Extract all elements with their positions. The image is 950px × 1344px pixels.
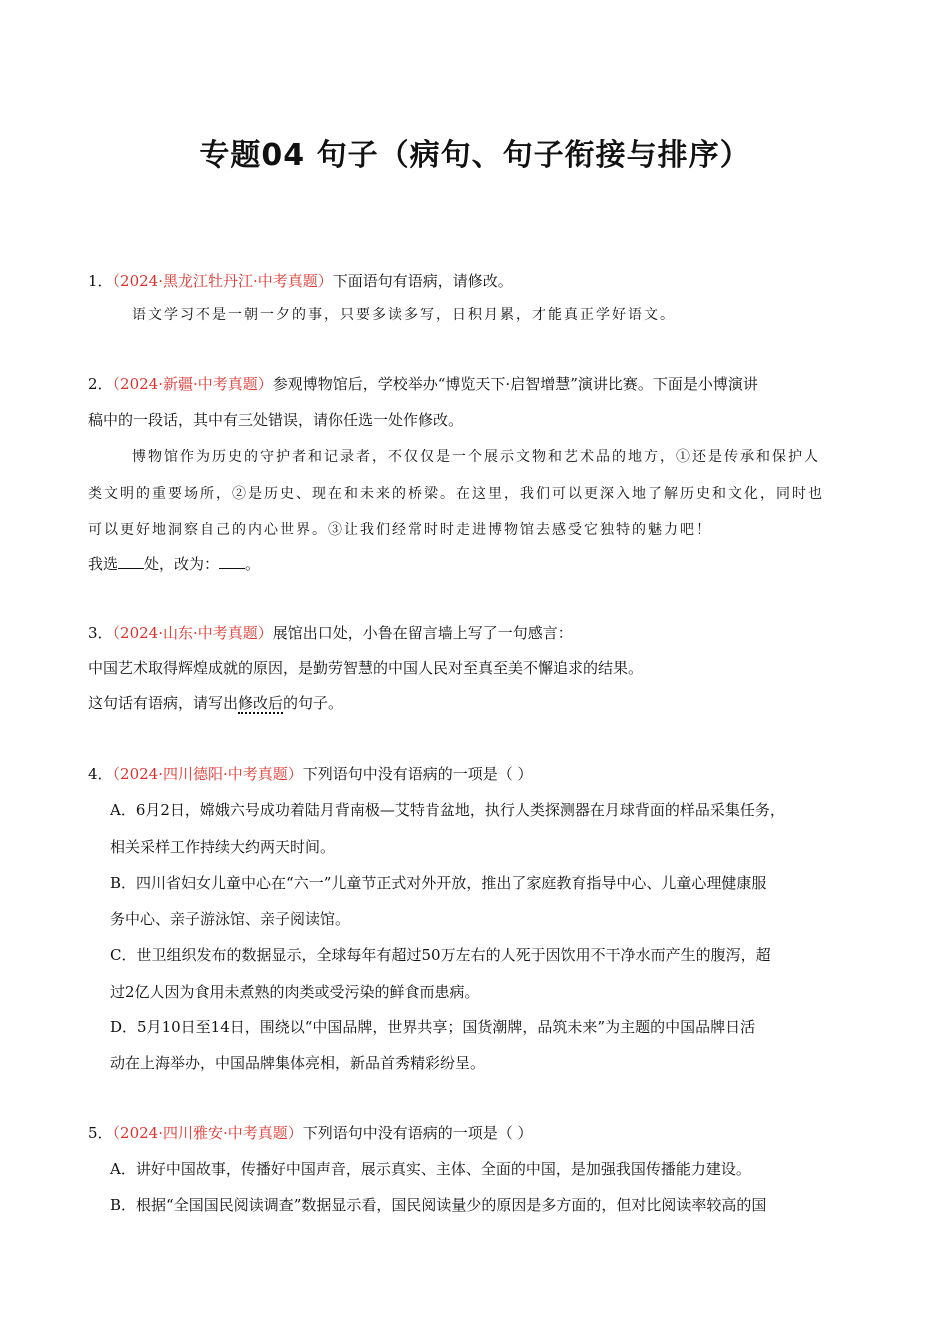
question-number: 5．	[88, 1124, 113, 1142]
question-source: （2024·新疆·中考真题）	[112, 375, 273, 393]
question-number: 2．	[88, 375, 113, 393]
option-b-line1: B．四川省妇女儿童中心在“六一”儿童节正式对外开放，推出了家庭教育指导中心、儿童心理健康服	[110, 874, 767, 892]
question-3-header	[88, 622, 573, 643]
question-prompt: 展馆出口处，小鲁在留言墙上写了一句感言：	[272, 624, 573, 642]
ask-text: 这句话有语病，请写出	[88, 694, 239, 712]
question-5-header	[88, 1122, 533, 1143]
question-2-passage-line: 可以更好地洞察自己的内心世界。③让我们经常时时走进博物馆去感受它独特的魅力吧！	[88, 522, 712, 538]
question-source: （2024·四川德阳·中考真题）	[112, 765, 303, 783]
question-2-answer-line	[88, 553, 260, 574]
answer-text: 我选	[88, 555, 119, 573]
option-a-line2: 相关采样工作持续大约两天时间。	[110, 838, 336, 856]
option-a-line1: A．6月2日，嫦娥六号成功着陆月背南极—艾特肯盆地，执行人类探测器在月球背面的样品采集任务，	[110, 801, 785, 819]
emphasis-text: 修改后	[238, 694, 284, 712]
question-prompt: 下列语句中没有语病的一项是（ ）	[302, 765, 533, 783]
question-number: 3．	[88, 624, 113, 642]
answer-blank[interactable]	[219, 554, 245, 569]
question-prompt: 参观博物馆后，学校举办“博览天下·启智增慧”演讲比赛。下面是小博演讲	[272, 375, 758, 393]
question-4-header	[88, 763, 533, 784]
option-d-line2: 动在上海举办，中国品牌集体亮相，新品首秀精彩纷呈。	[110, 1054, 486, 1072]
ask-text: 的句子。	[283, 694, 344, 712]
page-title: 专题04 句子（病句、句子衔接与排序）	[199, 138, 751, 173]
option-c-line1: C．世卫组织发布的数据显示，全球每年有超过50万左右的人死于因饮用不干净水而产生的腹泻，超	[110, 946, 771, 964]
question-source: （2024·黑龙江牡丹江·中考真题）	[112, 272, 333, 290]
option-c-line2: 过2亿人因为食用未煮熟的肉类或受污染的鲜食而患病。	[110, 983, 480, 1001]
question-number: 4．	[88, 765, 113, 783]
question-source: （2024·山东·中考真题）	[112, 624, 273, 642]
answer-text: 。	[245, 555, 261, 573]
question-2-prompt-line: 稿中的一段话，其中有三处错误，请你任选一处作修改。	[88, 411, 464, 429]
question-number: 1．	[88, 272, 113, 290]
question-2-passage-line: 博物馆作为历史的守护者和记录者，不仅仅是一个展示文物和艺术品的地方，①还是传承和保护人	[132, 449, 820, 465]
answer-blank[interactable]	[118, 554, 144, 569]
question-3-sentence: 中国艺术取得辉煌成就的原因，是勤劳智慧的中国人民对至真至美不懈追求的结果。	[88, 659, 644, 677]
question-3-ask	[88, 692, 343, 713]
question-prompt: 下列语句中没有语病的一项是（ ）	[302, 1124, 533, 1142]
answer-text: 处，改为：	[144, 555, 220, 573]
option-d-line1: D．5月10日至14日，围绕以“中国品牌，世界共享；国货潮牌，品筑未来”为主题的中国品牌日活	[110, 1018, 756, 1036]
option-b-line2: 务中心、亲子游泳馆、亲子阅读馆。	[110, 910, 351, 928]
option-a-line1: A．讲好中国故事，传播好中国声音，展示真实、主体、全面的中国，是加强我国传播能力建设。	[110, 1160, 751, 1178]
question-1-header	[88, 270, 513, 291]
question-2-header	[88, 373, 758, 394]
question-source: （2024·四川雅安·中考真题）	[112, 1124, 303, 1142]
question-prompt: 下面语句有语病，请修改。	[332, 272, 513, 290]
question-1-passage: 语文学习不是一朝一夕的事，只要多读多写，日积月累，才能真正学好语文。	[132, 307, 676, 323]
option-b-line1: B．根据“全国国民阅读调查”数据显示看，国民阅读量少的原因是多方面的，但对比阅读率较高的国	[110, 1196, 767, 1214]
question-2-passage-line: 类文明的重要场所，②是历史、现在和未来的桥梁。在这里，我们可以更深入地了解历史和文化，同时也	[88, 486, 824, 502]
